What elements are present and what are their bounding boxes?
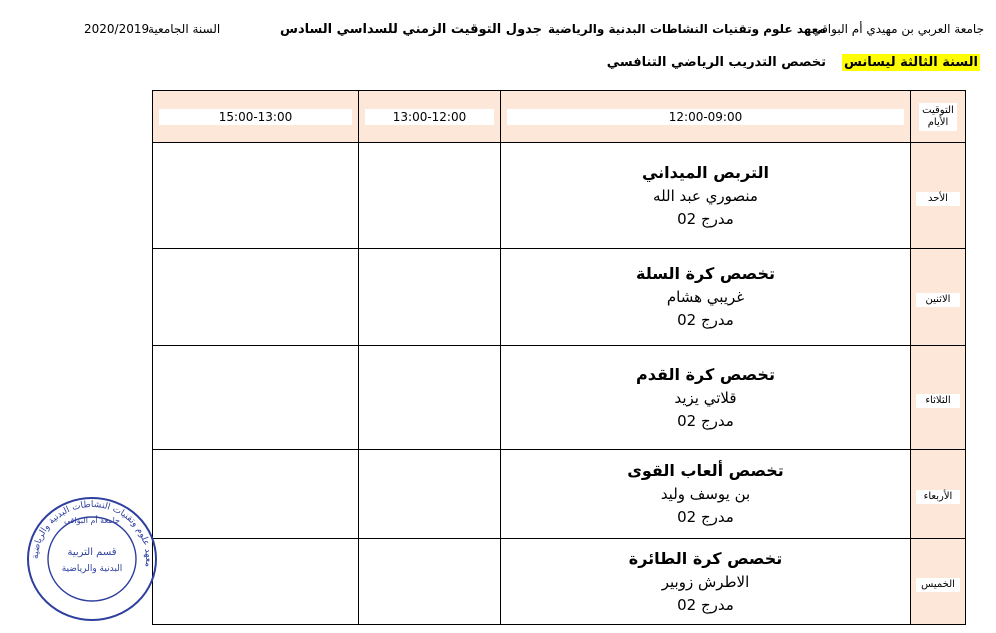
slot-header-2	[359, 91, 501, 143]
session-room: مدرج 02	[677, 595, 734, 614]
subtitle	[607, 55, 980, 70]
session-room: مدرج 02	[677, 209, 734, 228]
academic-year-label: السنة الجامعية	[148, 22, 221, 36]
empty-cell	[359, 249, 501, 346]
table-row	[153, 143, 966, 249]
specialty-label: تخصص التدريب الرياضي التنافسي	[606, 55, 827, 70]
table-row	[153, 450, 966, 539]
corner-cell	[911, 91, 966, 143]
stamp-ring-text: معهد علوم وتقنيات النشاطات البدنية والرياضية	[30, 499, 154, 568]
corner-label	[919, 103, 957, 131]
session-room: مدرج 02	[677, 411, 734, 430]
day-label: الأربعاء	[916, 490, 960, 504]
empty-cell	[359, 346, 501, 450]
session-teacher: غريبي هشام	[666, 288, 745, 306]
session-subject: تخصص كرة السلة	[636, 264, 775, 283]
day-label: الاثنين	[916, 293, 960, 307]
timetable	[152, 90, 966, 625]
stamp-inner-ring	[48, 517, 136, 601]
institute-name: معهد علوم وتقنيات النشاطات البدنية والرياضية	[548, 22, 826, 36]
day-cell	[911, 539, 966, 625]
day-label: الثلاثاء	[916, 394, 960, 408]
session-subject: تخصص كرة القدم	[636, 364, 775, 384]
day-cell	[911, 143, 966, 249]
schedule-title: جدول التوقيت الزمني للسداسي السادس	[280, 22, 543, 37]
table-row	[153, 249, 966, 346]
institute-stamp-seal	[22, 493, 162, 625]
day-cell	[911, 346, 966, 450]
slot-header-3	[153, 91, 359, 143]
session-cell	[501, 539, 911, 625]
academic-year-value: 2020/2019	[84, 22, 150, 36]
timetable-header-row	[153, 91, 966, 143]
session-teacher: قلاتي يزيد	[674, 388, 737, 407]
day-label: الخميس	[916, 578, 960, 592]
session-teacher: منصوري عبد الله	[653, 186, 758, 205]
session-teacher: بن يوسف وليد	[660, 485, 751, 503]
table-row	[153, 346, 966, 450]
corner-days-label: الأيام	[927, 116, 949, 128]
empty-cell	[359, 143, 501, 249]
corner-time-label: التوقيت	[922, 104, 954, 116]
day-cell	[911, 450, 966, 539]
table-row	[153, 539, 966, 625]
university-name: جامعة العربي بن مهيدي أم البواقي	[812, 22, 984, 36]
time-slot-label: 13:00-12:00	[365, 109, 494, 125]
empty-cell	[359, 450, 501, 539]
empty-cell	[153, 143, 359, 249]
day-label: الأحد	[916, 192, 960, 206]
session-subject: التربص الميداني	[641, 162, 770, 182]
stamp-inner-line1: قسم التربية	[67, 547, 117, 558]
session-cell	[501, 346, 911, 450]
empty-cell	[153, 249, 359, 346]
day-cell	[911, 249, 966, 346]
empty-cell	[153, 539, 359, 625]
stamp-outer-text: جامعة أم البواقي	[64, 516, 120, 525]
empty-cell	[359, 539, 501, 625]
session-subject: تخصص ألعاب القوى	[627, 461, 784, 480]
time-slot-label: 15:00-13:00	[159, 109, 352, 125]
time-slot-label: 12:00-09:00	[507, 109, 904, 125]
stamp-inner-line2: البدنية والرياضية	[61, 564, 123, 574]
session-teacher: الاطرش زوبير	[661, 572, 750, 591]
session-subject: تخصص كرة الطائرة	[628, 548, 783, 568]
slot-header-1	[501, 91, 911, 143]
session-room: مدرج 02	[677, 311, 734, 329]
empty-cell	[153, 346, 359, 450]
session-cell	[501, 450, 911, 539]
session-cell	[501, 143, 911, 249]
level-label: السنة الثالثة ليسانس	[844, 55, 978, 70]
session-room: مدرج 02	[677, 508, 734, 526]
session-cell	[501, 249, 911, 346]
empty-cell	[153, 450, 359, 539]
